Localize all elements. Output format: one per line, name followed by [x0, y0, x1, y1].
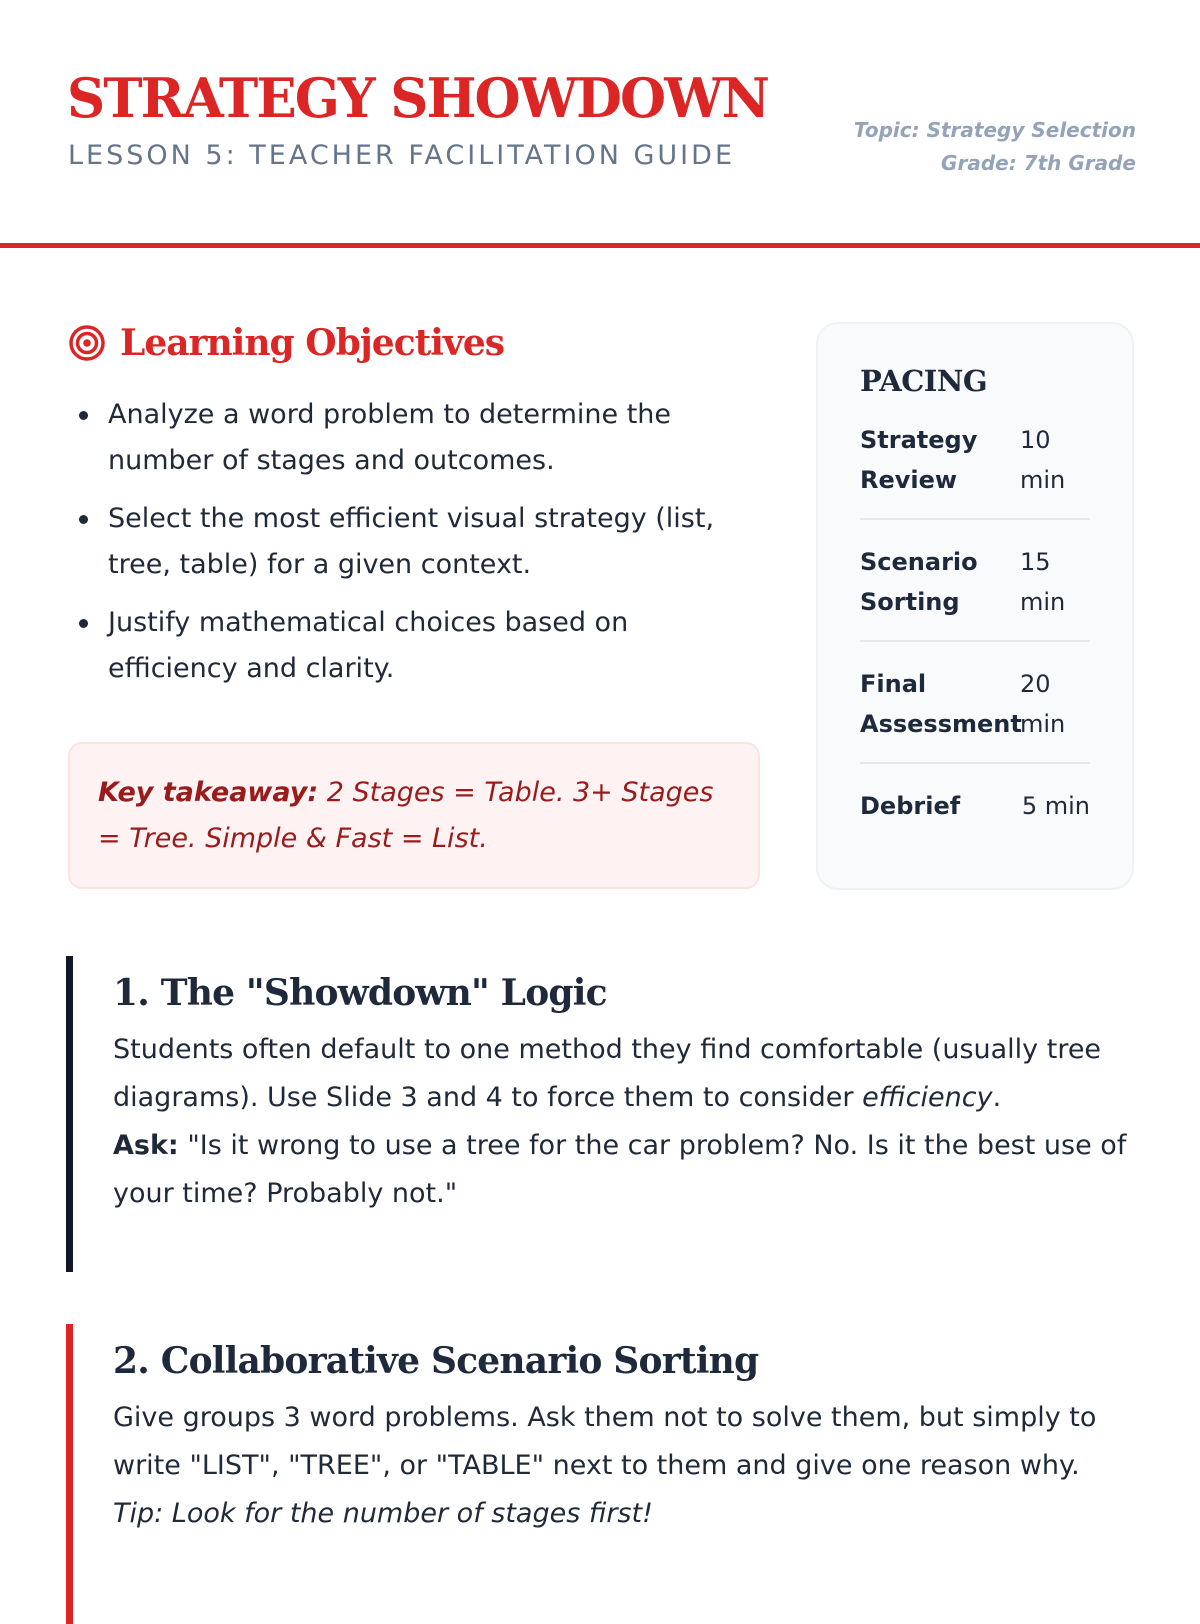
objective-item: Select the most efficient visual strategy (list, tree, table) for a given context. [68, 496, 758, 588]
takeaway-text: 2 Stages = Table. 3+ Stages = Tree. Simple & Fast = List. [98, 777, 714, 854]
pacing-title: PACING [860, 364, 988, 398]
section-showdown-logic [66, 956, 1136, 1272]
page-header [0, 0, 1200, 248]
objective-item: Justify mathematical choices based on efficiency and clarity. [68, 600, 758, 692]
page-subtitle: LESSON 5: TEACHER FACILITATION GUIDE [68, 140, 735, 171]
page-title: STRATEGY SHOWDOWN [67, 66, 769, 130]
takeaway-label: Key takeaway: [98, 777, 319, 808]
section-body: Students often default to one method they find comfortable (usually tree diagrams). Use Slide 3 and 4 to force them to consider efficiency. Ask: "Is it wrong to use a tree for the car problem? No. Is it the best use of your time? Probably not." [113, 1034, 1127, 1209]
lesson-meta [854, 114, 1136, 180]
pacing-activity: Scenario Sorting [860, 548, 978, 616]
pacing-activity: Strategy Review [860, 426, 978, 494]
pacing-row [860, 664, 1090, 764]
section-title: 1. The "Showdown" Logic [113, 972, 607, 1014]
objectives-list [68, 392, 758, 704]
pacing-activity: Debrief [860, 792, 961, 820]
topic-label: Topic: Strategy Selection [853, 118, 1136, 142]
section-title: 2. Collaborative Scenario Sorting [113, 1340, 759, 1382]
emphasis-text: efficiency [862, 1082, 993, 1113]
section-scenario-sorting [66, 1324, 1136, 1624]
pacing-row [860, 542, 1090, 642]
section-body: Give groups 3 word problems. Ask them not to solve them, but simply to write "LIST", "TREE", or "TABLE" next to them and give one reason why. [113, 1402, 1097, 1481]
section-tip: Tip: Look for the number of stages first! [113, 1498, 653, 1529]
pacing-duration: 20 min [1020, 670, 1066, 738]
pacing-duration: 5 min [1021, 792, 1090, 820]
ask-text: "Is it wrong to use a tree for the car problem? No. Is it the best use of your time? Probably not." [113, 1130, 1127, 1209]
pacing-duration: 15 min [1020, 548, 1066, 616]
ask-label: Ask: [113, 1130, 179, 1161]
key-takeaway-box [68, 742, 760, 889]
pacing-activity: Final Assessment [860, 670, 1022, 738]
pacing-card [816, 322, 1134, 890]
objectives-title: Learning Objectives [120, 322, 505, 364]
target-icon [68, 324, 106, 362]
pacing-duration: 10 min [1020, 426, 1066, 494]
pacing-row [860, 420, 1090, 520]
objective-item: Analyze a word problem to determine the number of stages and outcomes. [68, 392, 758, 484]
objectives-heading [68, 322, 504, 364]
pacing-row [860, 786, 1090, 844]
grade-label: Grade: 7th Grade [941, 151, 1136, 175]
